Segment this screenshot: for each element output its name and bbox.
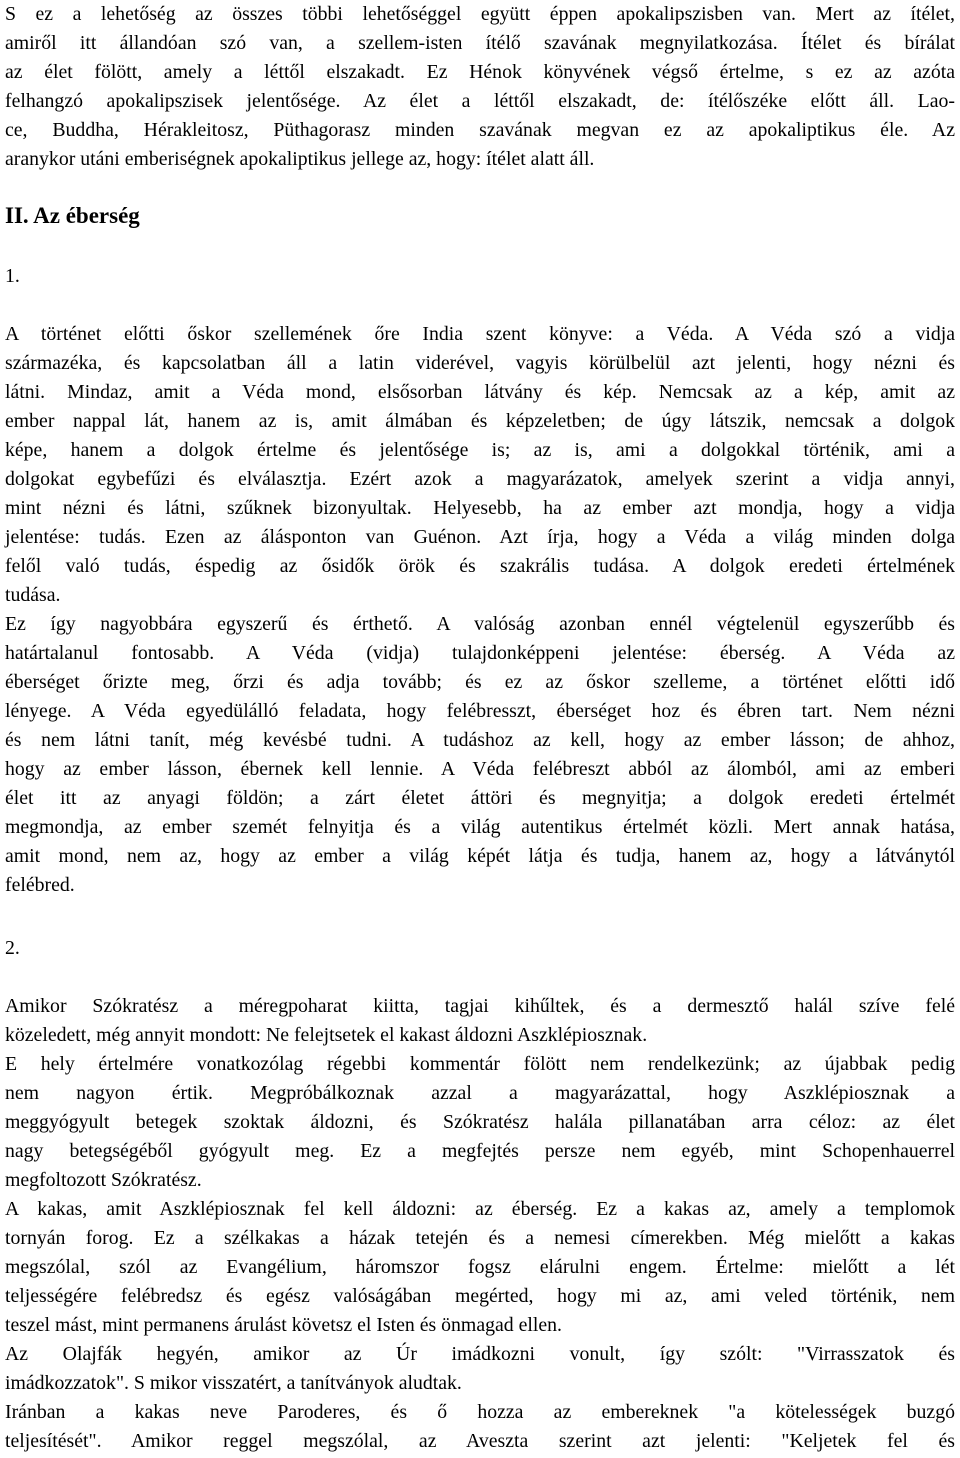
section-number: 2. — [5, 937, 20, 959]
text-line: az élet fölött, amely a léttől elszakadt. Ez Hénok könyvének végső értelme, s ez az azóta — [5, 61, 955, 83]
text-line: képe, hanem a dolgok értelme és jelentősége is; az is, ami a dolgokkal történik, ami a — [5, 439, 955, 461]
text-line: éberséget őrizte meg, őrzi és adja tovább; és ez az őskor szelleme, a történet előtti idő — [5, 671, 955, 693]
text-line: teljesítését". Amikor reggel megszólal, az Aveszta szerint azt jelenti: "Keljetek fel és — [5, 1430, 955, 1452]
text-line: ce, Buddha, Hérakleitosz, Püthagorasz minden szavának megvan ez az apokaliptikus éle. Az — [5, 119, 955, 141]
text-line: Amikor Szókratész a méregpoharat kiitta, tagjai kihűltek, és a dermesztő halál szíve felé — [5, 995, 955, 1017]
text-line: megfoltozott Szókratész. — [5, 1169, 202, 1191]
text-line: felől való tudás, éspedig az ősidők örök és szakrális tudása. A dolgok eredeti értelmének — [5, 555, 955, 577]
text-line: E hely értelmére vonatkozólag régebbi kommentár fölött nem rendelkezünk; az újabbak pedig — [5, 1053, 955, 1075]
text-line: tudása. — [5, 584, 61, 606]
text-line: megmondja, az ember szemét felnyitja és a világ autentikus értelmét közli. Mert annak hatása, — [5, 816, 955, 838]
section-number: 1. — [5, 265, 20, 287]
text-line: A történet előtti őskor szellemének őre India szent könyve: a Véda. A Véda szó a vidja — [5, 323, 955, 345]
text-line: közeledett, még annyit mondott: Ne felejtsetek el kakast áldozni Aszklépiosznak. — [5, 1024, 648, 1046]
text-line: tornyán forog. Ez a szélkakas a házak tetején és a nemesi címerekben. Még mielőtt a kakas — [5, 1227, 955, 1249]
text-line: S ez a lehetőség az összes többi lehetőséggel együtt éppen apokalipszisben van. Mert az ítélet, — [5, 3, 955, 25]
section-heading: II. Az éberség — [5, 203, 140, 228]
text-line: nem nagyon értik. Megpróbálkoznak azzal a magyarázattal, hogy Aszklépiosznak a — [5, 1082, 955, 1104]
text-line: Ez így nagyobbára egyszerű és érthető. A valóság azonban ennél végtelenül egyszerűbb és — [5, 613, 955, 635]
text-line: teljességére felébredsz és egész valóságában megérted, hogy mi az, ami veled történik, nem — [5, 1285, 955, 1307]
text-line: jelentése: tudás. Ezen az álásponton van Guénon. Azt írja, hogy a Véda a világ minden dolga — [5, 526, 955, 548]
text-line: hogy az ember lásson, ébernek kell lennie. A Véda felébreszt abból az álomból, ami az emberi — [5, 758, 955, 780]
text-line: Az Olajfák hegyén, amikor az Úr imádkozni vonult, így szólt: "Virrasszatok és — [5, 1343, 955, 1365]
text-line: aranykor utáni emberiségnek apokaliptikus jellege az, hogy: ítélet alatt áll. — [5, 148, 595, 170]
text-line: teszel mást, mint permanens árulást követsz el Isten és önmagad ellen. — [5, 1314, 562, 1336]
text-line: A kakas, amit Aszklépiosznak fel kell áldozni: az éberség. Ez a kakas az, amely a templomok — [5, 1198, 955, 1220]
text-line: és nem látni tanít, még kevésbé tudni. A tudáshoz az kell, hogy az ember lásson; de ahhoz, — [5, 729, 955, 751]
text-line: dolgokat egybefűzi és elválasztja. Ezért azok a magyarázatok, amelyek szerint a vidja annyi, — [5, 468, 955, 490]
text-line: ember nappal lát, hanem az is, amit álmában és képzeletben; de úgy látszik, nemcsak a dolgok — [5, 410, 955, 432]
text-line: megszólal, szól az Evangélium, háromszor fogsz elárulni engem. Értelme: mielőtt a lét — [5, 1256, 955, 1278]
text-line: mint nézni és látni, szűknek bizonyultak. Helyesebb, ha az ember azt mondja, hogy a vidja — [5, 497, 955, 519]
text-line: nagy betegségéből gyógyult meg. Ez a megfejtés persze nem egyéb, mint Schopenhauerrel — [5, 1140, 955, 1162]
text-line: lényege. A Véda egyedülálló feladata, hogy felébresszt, éberséget hoz és ébren tart. Nem nézni — [5, 700, 955, 722]
text-line: határtalanul fontosabb. A Véda (vidja) tulajdonképpeni jelentése: éberség. A Véda az — [5, 642, 955, 664]
text-line: Iránban a kakas neve Paroderes, és ő hozza az embereknek "a kötelességek buzgó — [5, 1401, 955, 1423]
text-line: származéka, és kapcsolatban áll a latin viderével, vagyis körülbelül azt jelenti, hogy nézni és — [5, 352, 955, 374]
text-line: látni. Mindaz, amit a Véda mond, elsősorban látvány és kép. Nemcsak az a kép, amit az — [5, 381, 955, 403]
text-line: amiről itt állandóan szó van, a szellem-isten ítélő szavának megnyilatkozása. Ítélet és bírálat — [5, 32, 955, 54]
text-line: felhangzó apokalipszisek jelentősége. Az élet a léttől elszakadt, de: ítélőszéke előtt áll. Lao- — [5, 90, 955, 112]
text-line: imádkozzatok". S mikor visszatért, a tanítványok aludtak. — [5, 1372, 462, 1394]
text-line: élet itt az anyagi földön; a zárt életet áttöri és megnyitja; a dolgok eredeti értelmét — [5, 787, 955, 809]
text-line: felébred. — [5, 874, 75, 896]
text-line: meggyógyult betegek szoktak áldozni, és Szókratész halála pillanatában arra céloz: az élet — [5, 1111, 955, 1133]
text-line: amit mond, nem az, hogy az ember a világ képét látja és tudja, hanem az, hogy a látványtól — [5, 845, 955, 867]
